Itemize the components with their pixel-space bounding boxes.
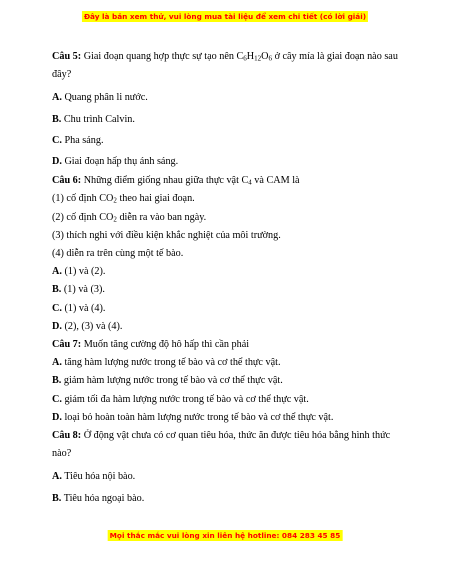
question-7-option-c: C. giảm tối đa hàm lượng nước trong tế bào và cơ thể thực vật. bbox=[52, 393, 309, 405]
question-8-option-b: B. Tiêu hóa ngoại bào. bbox=[52, 492, 145, 504]
question-6-statement-3: (3) thích nghi với điều kiện khắc nghiệt của môi trường. bbox=[52, 229, 281, 241]
preview-notice-banner: Đây là bản xem thử, vui lòng mua tài liệu để xem chi tiết (có lời giải) bbox=[83, 12, 367, 21]
question-content bbox=[52, 48, 407, 508]
question-6-option-a: A. (1) và (2). bbox=[52, 266, 106, 278]
hotline-contact-banner: Mọi thắc mắc vui lòng xin liên hệ hotline: 084 283 45 85 bbox=[109, 531, 341, 540]
question-8-label: Câu 8: bbox=[52, 430, 82, 442]
question-5-option-a: A. Quang phân li nước. bbox=[52, 92, 148, 104]
question-7-stem: Câu 7: Muốn tăng cường độ hô hấp thì cần phải bbox=[52, 339, 250, 351]
question-7-option-d: D. loại bỏ hoàn toàn hàm lượng nước trong tế bào và cơ thể thực vật. bbox=[52, 411, 334, 423]
question-6-option-c: C. (1) và (4). bbox=[52, 302, 106, 314]
question-6-statement-4: (4) diễn ra trên cùng một tế bào. bbox=[52, 248, 184, 260]
question-5-label: Câu 5: bbox=[52, 51, 82, 62]
question-6-statement-1: (1) cố định $CO_2$ theo hai giai đoạn. bbox=[52, 193, 195, 205]
question-8-option-a: A. Tiêu hóa nội bào. bbox=[52, 471, 136, 483]
question-6-stem: Câu 6: Những điểm giống nhau giữa thực vật $C_4$ và CAM là bbox=[52, 175, 300, 187]
question-6-option-b: B. (1) và (3). bbox=[52, 284, 105, 296]
question-5-option-d: D. Giai đoạn hấp thụ ánh sáng. bbox=[52, 156, 179, 168]
question-7-option-b: B. giảm hàm lượng nước trong tế bào và cơ thể thực vật. bbox=[52, 375, 283, 387]
question-5-option-b: B. Chu trình Calvin. bbox=[52, 113, 135, 125]
question-6-option-d: D. (2), (3) và (4). bbox=[52, 320, 123, 332]
question-5-option-c: C. Pha sáng. bbox=[52, 134, 104, 146]
question-7-label: Câu 7: bbox=[52, 339, 82, 351]
question-6-statement-2: (2) cố định $CO_2$ diễn ra vào ban ngày. bbox=[52, 211, 207, 224]
question-8-stem: Câu 8: Ở động vật chưa có cơ quan tiêu hóa, thức ăn được tiêu hóa bằng hình thức nào? bbox=[52, 430, 391, 460]
question-6-label: Câu 6: bbox=[52, 175, 82, 187]
question-5-stem: Câu 5: Giai đoạn quang hợp thực sự tạo nên $C_6H_{12}O_6$ ở cây mía là giai đoạn nào sau đây? bbox=[52, 51, 398, 81]
question-7-option-a: A. tăng hàm lượng nước trong tế bào và cơ thể thực vật. bbox=[52, 357, 281, 369]
